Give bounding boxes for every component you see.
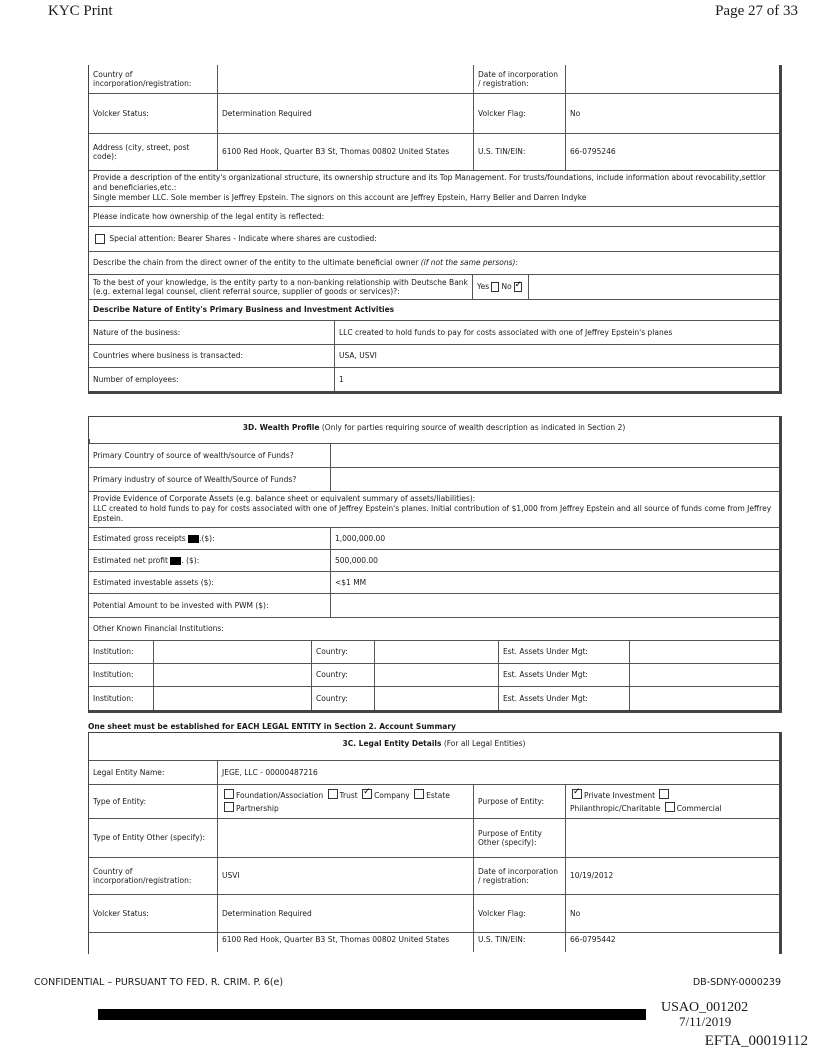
gross-receipts-label-text: Estimated gross receipts [93, 533, 186, 543]
institution-value [153, 664, 311, 686]
employees-label: Number of employees: [93, 374, 179, 384]
confidential-footer: CONFIDENTIAL – PURSUANT TO FED. R. CRIM. P. 6(e) [34, 977, 284, 988]
legal-entity-section [88, 732, 782, 954]
trust-label: Trust [339, 791, 358, 800]
assets-label: Est. Assets Under Mgt: [498, 664, 629, 686]
commercial-label: Commercial [676, 804, 722, 813]
relationship-prompt: To the best of your knowledge, is the entity party to a non-banking relationship with Deutsche Bank (e.g. external legal counsel, client referral source, supplier of goods or services)?: [93, 277, 468, 296]
legal-title-note: (For all Legal Entities) [443, 739, 526, 749]
yes-label: Yes [477, 282, 490, 292]
chain-prompt-row: Describe the chain from the direct owner of the entity to the ultimate beneficial owner (if not the same persons) : [93, 258, 518, 268]
net-profit-unit: . ($): [181, 555, 200, 565]
wealth-title-row [89, 417, 779, 439]
country-value [217, 65, 473, 93]
institution-row [89, 640, 779, 663]
potential-amount-label: Potential Amount to be invested with PWM ($): [93, 600, 269, 610]
country-label: Country: [311, 664, 374, 686]
entity-details-continued [88, 65, 782, 394]
evidence-answer: LLC created to hold funds to pay for costs associated with one of Jeffrey Epstein's planes. Initial contribution of $1,000 from Jeffrey Epstein and all source of funds come from Jeffrey Epstein. [93, 503, 772, 523]
stamp-date: 7/11/2019 [679, 1014, 732, 1029]
primary-industry-value [330, 468, 779, 491]
gross-receipts-label [89, 528, 330, 549]
purpose-label: Purpose of Entity: [473, 785, 565, 818]
type-other-value [217, 819, 473, 857]
redaction-bar [98, 1009, 646, 1020]
net-profit-label-text: Estimated net profit [93, 555, 168, 565]
entity-type-label: Type of Entity: [93, 796, 147, 806]
type-other-label: Type of Entity Other (specify): [93, 833, 205, 843]
bearer-shares-row [89, 227, 779, 251]
structure-answer: Single member LLC. Sole member is Jeffrey Epstein. The signors on this account are Jeffrey Epstein, Harry Beller and Darren Indyke [93, 192, 587, 202]
countries-value: USA, USVI [334, 345, 779, 367]
entity-name-label: Legal Entity Name: [93, 767, 165, 777]
relationship-blank [529, 275, 779, 299]
estate-label: Estate [426, 791, 450, 800]
purpose-options [565, 785, 779, 818]
assets-value [629, 687, 779, 710]
volcker-flag-label: Volcker Flag: [473, 94, 565, 133]
usao-stamp: USAO_001202 [661, 1000, 749, 1015]
net-profit-value: 500,000.00 [330, 550, 779, 571]
philanthropic-label: Philanthropic/Charitable [570, 804, 661, 813]
address-value: 6100 Red Hook, Quarter B3 St, Thomas 00802 United States [217, 933, 473, 952]
institution-row [89, 663, 779, 686]
redaction-mark [188, 535, 199, 543]
volcker-status-value: Determination Required [217, 895, 473, 932]
redaction-mark [170, 557, 181, 565]
countries-label: Countries where business is transacted: [93, 351, 244, 361]
header-title: KYC Print [48, 3, 113, 19]
structure-prompt: Provide a description of the entity's organizational structure, its ownership structure and its Top Management. For trusts/foundations, include information about revocability,settlor and beneficiaries,etc.: [93, 173, 766, 192]
country-value [374, 664, 498, 686]
investable-assets-value: <$1 MM [330, 572, 779, 593]
legal-title-row [89, 733, 779, 755]
country-value: USVI [217, 858, 473, 894]
volcker-status-label: Volcker Status: [93, 908, 149, 918]
primary-country-value [330, 444, 779, 467]
purpose-other-label: Purpose of Entity Other (specify): [473, 819, 565, 857]
country-label: Country: [311, 641, 374, 663]
wealth-profile-section [88, 416, 782, 713]
bearer-shares-checkbox[interactable] [95, 234, 105, 244]
country-label: Country of incorporation/registration: [93, 866, 192, 885]
institution-label: Institution: [93, 670, 134, 680]
date-label: Date of incorporation / registration: [473, 65, 565, 93]
partnership-checkbox[interactable] [224, 802, 234, 812]
no-checkbox-checked[interactable] [514, 282, 522, 292]
volcker-flag-value: No [565, 94, 779, 133]
address-label: Address (city, street, post code): [93, 142, 190, 161]
chain-prompt-italic: (if not the same persons) [420, 258, 516, 268]
assets-value [629, 641, 779, 663]
date-value [565, 65, 779, 93]
company-checkbox-checked[interactable] [362, 789, 372, 799]
no-label: No [501, 282, 512, 292]
purpose-other-value [565, 819, 779, 857]
ownership-prompt: Please indicate how ownership of the legal entity is reflected: [93, 211, 325, 221]
institution-row [89, 686, 779, 710]
country-label: Country: [311, 687, 374, 710]
nature-label: Nature of the business: [93, 327, 181, 337]
wealth-title-note: (Only for parties requiring source of wealth description as indicated in Section 2) [321, 423, 626, 433]
legal-title: 3C. Legal Entity Details [342, 739, 442, 749]
gross-receipts-unit: .($): [199, 533, 215, 543]
relationship-answer [472, 275, 529, 299]
primary-country-label: Primary Country of source of wealth/source of Funds? [93, 450, 294, 460]
trust-checkbox[interactable] [328, 789, 338, 799]
country-value [374, 687, 498, 710]
institution-label: Institution: [93, 647, 134, 657]
tin-value: 66-0795246 [565, 134, 779, 170]
institution-value [153, 641, 311, 663]
page-number: Page 27 of 33 [715, 3, 798, 19]
entity-type-options [217, 785, 473, 818]
net-profit-label [89, 550, 330, 571]
nature-heading: Describe Nature of Entity's Primary Business and Investment Activities [93, 305, 395, 315]
institution-label: Institution: [93, 693, 134, 703]
address-value: 6100 Red Hook, Quarter B3 St, Thomas 00802 United States [217, 134, 473, 170]
date-value: 10/19/2012 [565, 858, 779, 894]
efta-number: EFTA_00019112 [704, 1033, 808, 1049]
volcker-status-value: Determination Required [217, 94, 473, 133]
assets-value [629, 664, 779, 686]
tin-label: U.S. TIN/EIN: [473, 134, 565, 170]
assets-label: Est. Assets Under Mgt: [498, 687, 629, 710]
gross-receipts-value: 1,000,000.00 [330, 528, 779, 549]
legal-entity-note: One sheet must be established for EACH LEGAL ENTITY in Section 2. Account Summary [88, 722, 456, 731]
tin-value: 66-0795442 [565, 933, 779, 952]
estate-checkbox[interactable] [414, 789, 424, 799]
bearer-shares-label: Special attention: Bearer Shares - Indicate where shares are custodied: [109, 234, 377, 244]
foundation-checkbox[interactable] [224, 789, 234, 799]
foundation-label: Foundation/Association [236, 791, 324, 800]
volcker-flag-label: Volcker Flag: [473, 895, 565, 932]
investable-assets-label: Estimated investable assets ($): [93, 577, 214, 587]
employees-value: 1 [334, 368, 779, 391]
commercial-checkbox[interactable] [665, 802, 675, 812]
other-fi-label: Other Known Financial Institutions: [93, 624, 224, 634]
tin-label: U.S. TIN/EIN: [473, 933, 565, 952]
primary-industry-label: Primary industry of source of Wealth/Source of Funds? [93, 474, 297, 484]
nature-value: LLC created to hold funds to pay for costs associated with one of Jeffrey Epstein's planes [334, 321, 779, 344]
country-label: Country of incorporation/registration: [93, 69, 192, 88]
chain-prompt: Describe the chain from the direct owner of the entity to the ultimate beneficial owner [93, 258, 419, 268]
country-value [374, 641, 498, 663]
volcker-status-label: Volcker Status: [93, 108, 149, 118]
assets-label: Est. Assets Under Mgt: [498, 641, 629, 663]
company-label: Company [374, 791, 410, 800]
philanthropic-checkbox[interactable] [659, 789, 669, 799]
private-investment-label: Private Investment [584, 791, 656, 800]
entity-name-value: JEGE, LLC - 00000487216 [217, 761, 779, 784]
bates-number: DB-SDNY-0000239 [692, 977, 781, 988]
partnership-label: Partnership [236, 804, 279, 813]
institution-value [153, 687, 311, 710]
potential-amount-value [330, 594, 779, 617]
address-label [89, 933, 217, 952]
structure-description [89, 171, 779, 206]
volcker-flag-value: No [565, 895, 779, 932]
evidence-prompt: Provide Evidence of Corporate Assets (e.g. balance sheet or equivalent summary of assets/liabilities): [93, 494, 476, 503]
date-label: Date of incorporation / registration: [473, 858, 565, 894]
yes-checkbox[interactable] [491, 282, 499, 292]
wealth-title: 3D. Wealth Profile [242, 423, 320, 433]
private-investment-checkbox-checked[interactable] [572, 789, 582, 799]
evidence-of-assets [89, 492, 779, 527]
